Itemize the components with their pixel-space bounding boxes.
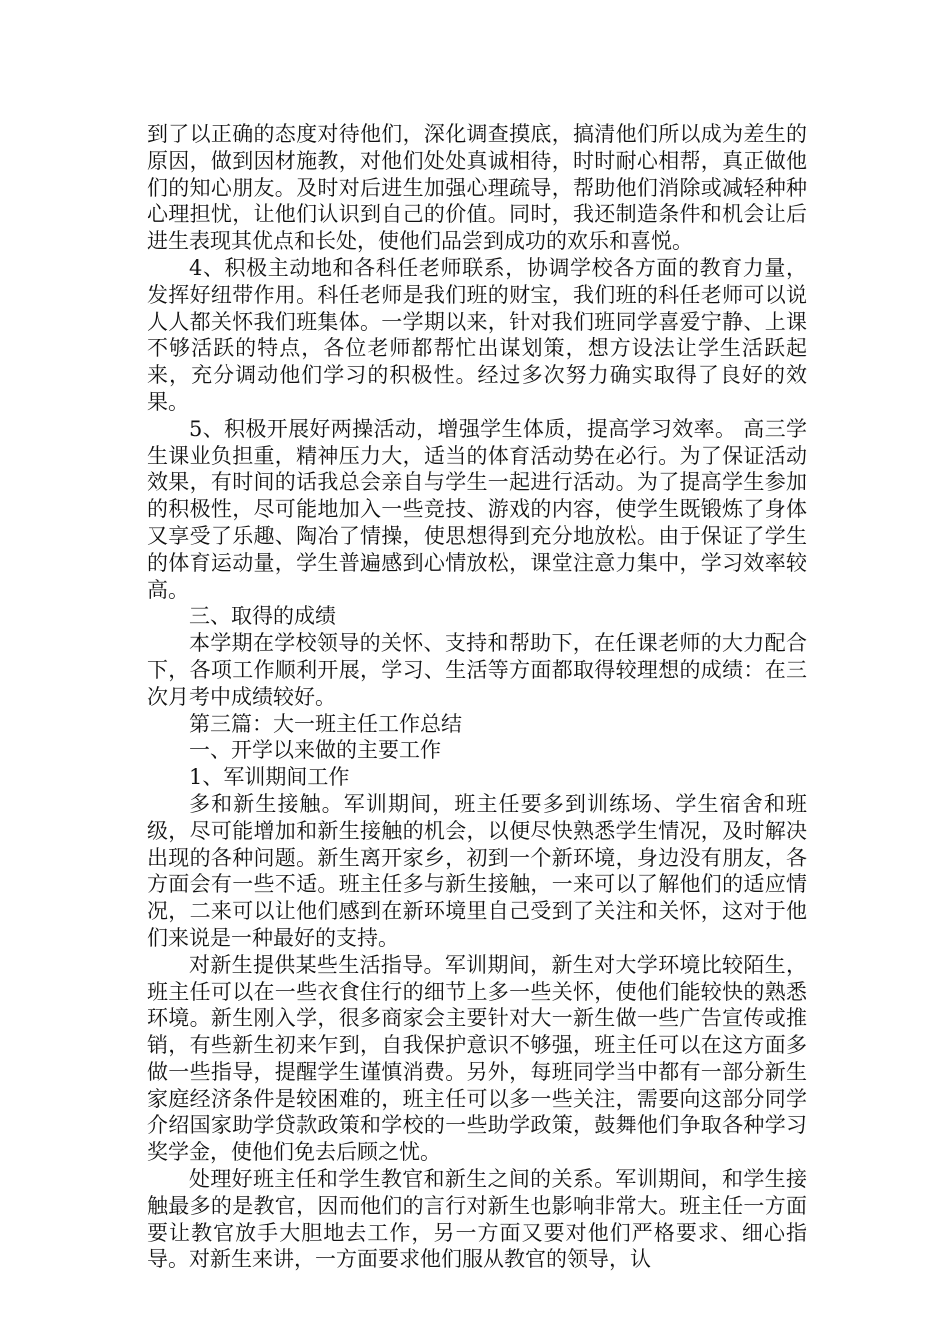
section-heading-main-work: 一、开学以来做的主要工作 bbox=[189, 738, 441, 763]
paragraph-life-guidance: 对新生提供某些生活指导。军训期间，新生对大学环境比较陌生，班主任可以在一些衣食住行的细节上多一些关怀，使他们能较快的熟悉环境。新生刚入学，很多商家会主要针对大一新生做一些广告宣传或推销，有些新生初来乍到，自我保护意识不够强，班主任可以在这方面多做一些指导，提醒学生谨慎消费。另外，每班同学当中都有一部分新生家庭经济条件是较困难的，班主任可以多一些关注，需要向这部分同学介绍国家助学贷款政策和学校的一些助学政策，鼓舞他们争取各种学习奖学金，使他们免去后顾之忧。 bbox=[147, 952, 807, 1165]
section-heading-achievements: 三、取得的成绩 bbox=[189, 604, 336, 629]
article-title: 第三篇：大一班主任工作总结 bbox=[189, 711, 462, 736]
paragraph-achievements: 本学期在学校领导的关怀、支持和帮助下，在任课老师的大力配合下，各项工作顺利开展，学习、生活等方面都取得较理想的成绩：在三次月考中成绩较好。 bbox=[147, 631, 807, 709]
subheading-military-training: 1、军训期间工作 bbox=[189, 765, 350, 790]
paragraph-item-5: 5、积极开展好两操活动，增强学生体质，提高学习效率。 高三学生课业负担重，精神压力大，适当的体育活动势在必行。为了保证活动效果，有时间的话我总会亲自与学生一起进行活动。为了提高学生参加的积极性，尽可能地加入一些竞技、游戏的内容，使学生既锻炼了身体又享受了乐趣、陶冶了情操，使思想得到充分地放松。由于保证了学生的体育运动量，学生普遍感到心情放松，课堂注意力集中，学习效率较高。 bbox=[147, 416, 807, 602]
paragraph-instructor-relations: 处理好班主任和学生教官和新生之间的关系。军训期间，和学生接触最多的是教官，因而他们的言行对新生也影响非常大。班主任一方面要让教官放手大胆地去工作，另一方面又要对他们严格要求、细心指导。对新生来讲，一方面要求他们服从教官的领导，认 bbox=[147, 1167, 807, 1272]
document-body bbox=[147, 121, 807, 1273]
paragraph-continuation: 到了以正确的态度对待他们，深化调查摸底，搞清他们所以成为差生的原因，做到因材施教，对他们处处真诚相待，时时耐心相帮，真正做他们的知心朋友。及时对后进生加强心理疏导，帮助他们消除或减轻种种心理担忧，让他们认识到自己的价值。同时，我还制造条件和机会让后进生表现其优点和长处，使他们品尝到成功的欢乐和喜悦。 bbox=[147, 122, 807, 254]
paragraph-item-4: 4、积极主动地和各科任老师联系，协调学校各方面的教育力量，发挥好纽带作用。科任老师是我们班的财宝，我们班的科任老师可以说人人都关怀我们班集体。一学期以来，针对我们班同学喜爱宁静、上课不够活跃的特点，各位老师都帮忙出谋划策，想方设法让学生活跃起来，充分调动他们学习的积极性。经过多次努力确实取得了良好的效果。 bbox=[147, 255, 807, 414]
paragraph-contact-students: 多和新生接触。军训期间，班主任要多到训练场、学生宿舍和班级，尽可能增加和新生接触的机会，以便尽快熟悉学生情况，及时解决出现的各种问题。新生离开家乡，初到一个新环境，身边没有朋友，各方面会有一些不适。班主任多与新生接触，一来可以了解他们的适应情况，二来可以让他们感到在新环境里自己受到了关注和关怀，这对于他们来说是一种最好的支持。 bbox=[147, 791, 807, 950]
